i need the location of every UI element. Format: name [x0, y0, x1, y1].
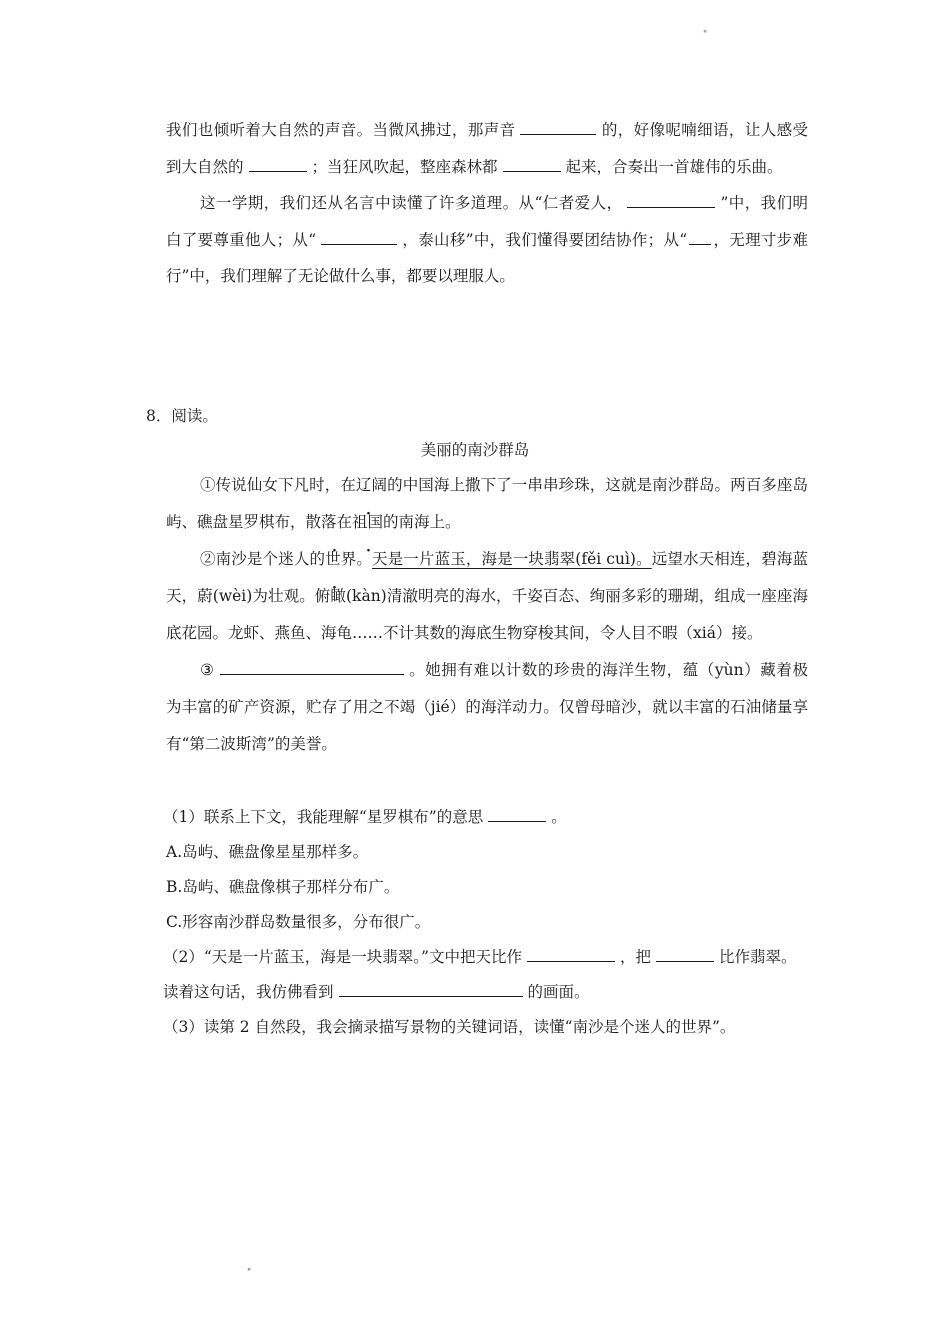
nature-sound-paragraph	[166, 112, 808, 185]
passage-title: 美丽的南沙群岛	[420, 441, 530, 459]
dotted-emphasis: 星罗棋布 · · · ·	[228, 513, 290, 531]
text: （2）“天是一片蓝玉，海是一块翡翠。”文中把天比作	[163, 948, 522, 966]
question-8-heading: 8．阅读。	[146, 407, 218, 425]
text: ，无理寸步难行”中，我们理解了无论做什么事，都要以理服人。	[166, 230, 808, 285]
text: （1）联系上下文，我能理解“星罗棋布”的意思	[163, 808, 484, 826]
answer-blank[interactable]	[503, 153, 561, 172]
option-c[interactable]: C.形容南沙群岛数量很多，分布很广。	[166, 913, 431, 931]
text: 这一学期，我们还从名言中读懂了许多道理。从“仁者爱人，	[200, 194, 623, 212]
answer-blank[interactable]	[520, 116, 596, 135]
text: 比作翡翠。读着这句话，我仿佛看到	[163, 948, 797, 1001]
proverb-paragraph	[166, 185, 808, 295]
text: ；当狂风吹起，整座森林都	[311, 157, 498, 176]
text: ，散落在祖国的南海上。	[290, 513, 461, 531]
text: ，把	[619, 948, 651, 966]
option-b[interactable]: B.岛屿、礁盘像棋子那样分布广。	[166, 878, 400, 896]
text: 。	[551, 808, 567, 826]
text: 。她拥有难以计数的珍贵的海洋生物，蕴（yùn）藏着极为丰富的矿产资源，贮存了用之不竭（jié）的海洋动力。仅曾母暗沙，就以丰富的石油储量享有“第二波斯湾”的美誉。	[166, 661, 808, 753]
passage-paragraph-2	[166, 541, 808, 652]
text: ，泰山移”中，我们懂得要团结协作；从“	[402, 230, 688, 249]
answer-blank[interactable]	[656, 943, 714, 962]
text: 远望水天相连，碧海蓝天，蔚(wèi)为壮观。俯瞰(kàn)清澈明亮的海水，千姿百态、绚丽多彩的珊瑚，组成一座座海底花园。龙虾、燕鱼、海龟……不计其数的海底生物穿梭其间，令人目不暇（xiá）接。	[166, 550, 808, 642]
text: 起来，合奏出一首雄伟的乐曲。	[565, 157, 783, 176]
text: 我们也倾听着大自然的声音。当微风拂过，那声音	[166, 121, 516, 139]
text: 的，好像呢喃细语，让人感受到大自然的	[166, 121, 808, 176]
answer-blank[interactable]	[220, 656, 404, 675]
reading-passage	[166, 467, 808, 763]
passage-paragraph-3	[166, 652, 808, 763]
passage-paragraph-1	[166, 467, 808, 541]
underlined-sentence: 天是一片蓝玉，海是一块翡翠(fěi cuì)。	[372, 550, 652, 568]
page-mark-top: "	[703, 30, 708, 40]
text: ”中，我们明白了要尊重他人；从“	[166, 194, 808, 249]
answer-blank[interactable]	[527, 943, 615, 962]
answer-blank[interactable]	[488, 803, 546, 822]
text: ①传说仙女下凡时，在辽阔的中国海上撒下了一串串珍珠，这就是南沙群岛。两百多座岛屿、礁盘	[166, 476, 808, 531]
option-a[interactable]: A.岛屿、礁盘像星星那样多。	[166, 843, 369, 861]
question-3: （3）读第 2 自然段，我会摘录描写景物的关键词语，读懂“南沙是个迷人的世界”。	[163, 1018, 736, 1036]
text: ②南沙是个迷人的世界。	[200, 550, 373, 568]
question-1	[163, 800, 805, 835]
sub-questions	[163, 800, 808, 1045]
text: 的画面。	[527, 983, 590, 1001]
answer-blank[interactable]	[627, 189, 715, 208]
answer-blank[interactable]	[321, 226, 397, 245]
page-mark-bottom: "	[247, 1268, 252, 1278]
fill-in-section	[166, 112, 808, 295]
question-2	[163, 940, 805, 1010]
answer-blank[interactable]	[339, 978, 523, 997]
answer-blank[interactable]	[689, 226, 711, 245]
answer-blank[interactable]	[249, 153, 307, 172]
text: ③	[200, 661, 215, 679]
